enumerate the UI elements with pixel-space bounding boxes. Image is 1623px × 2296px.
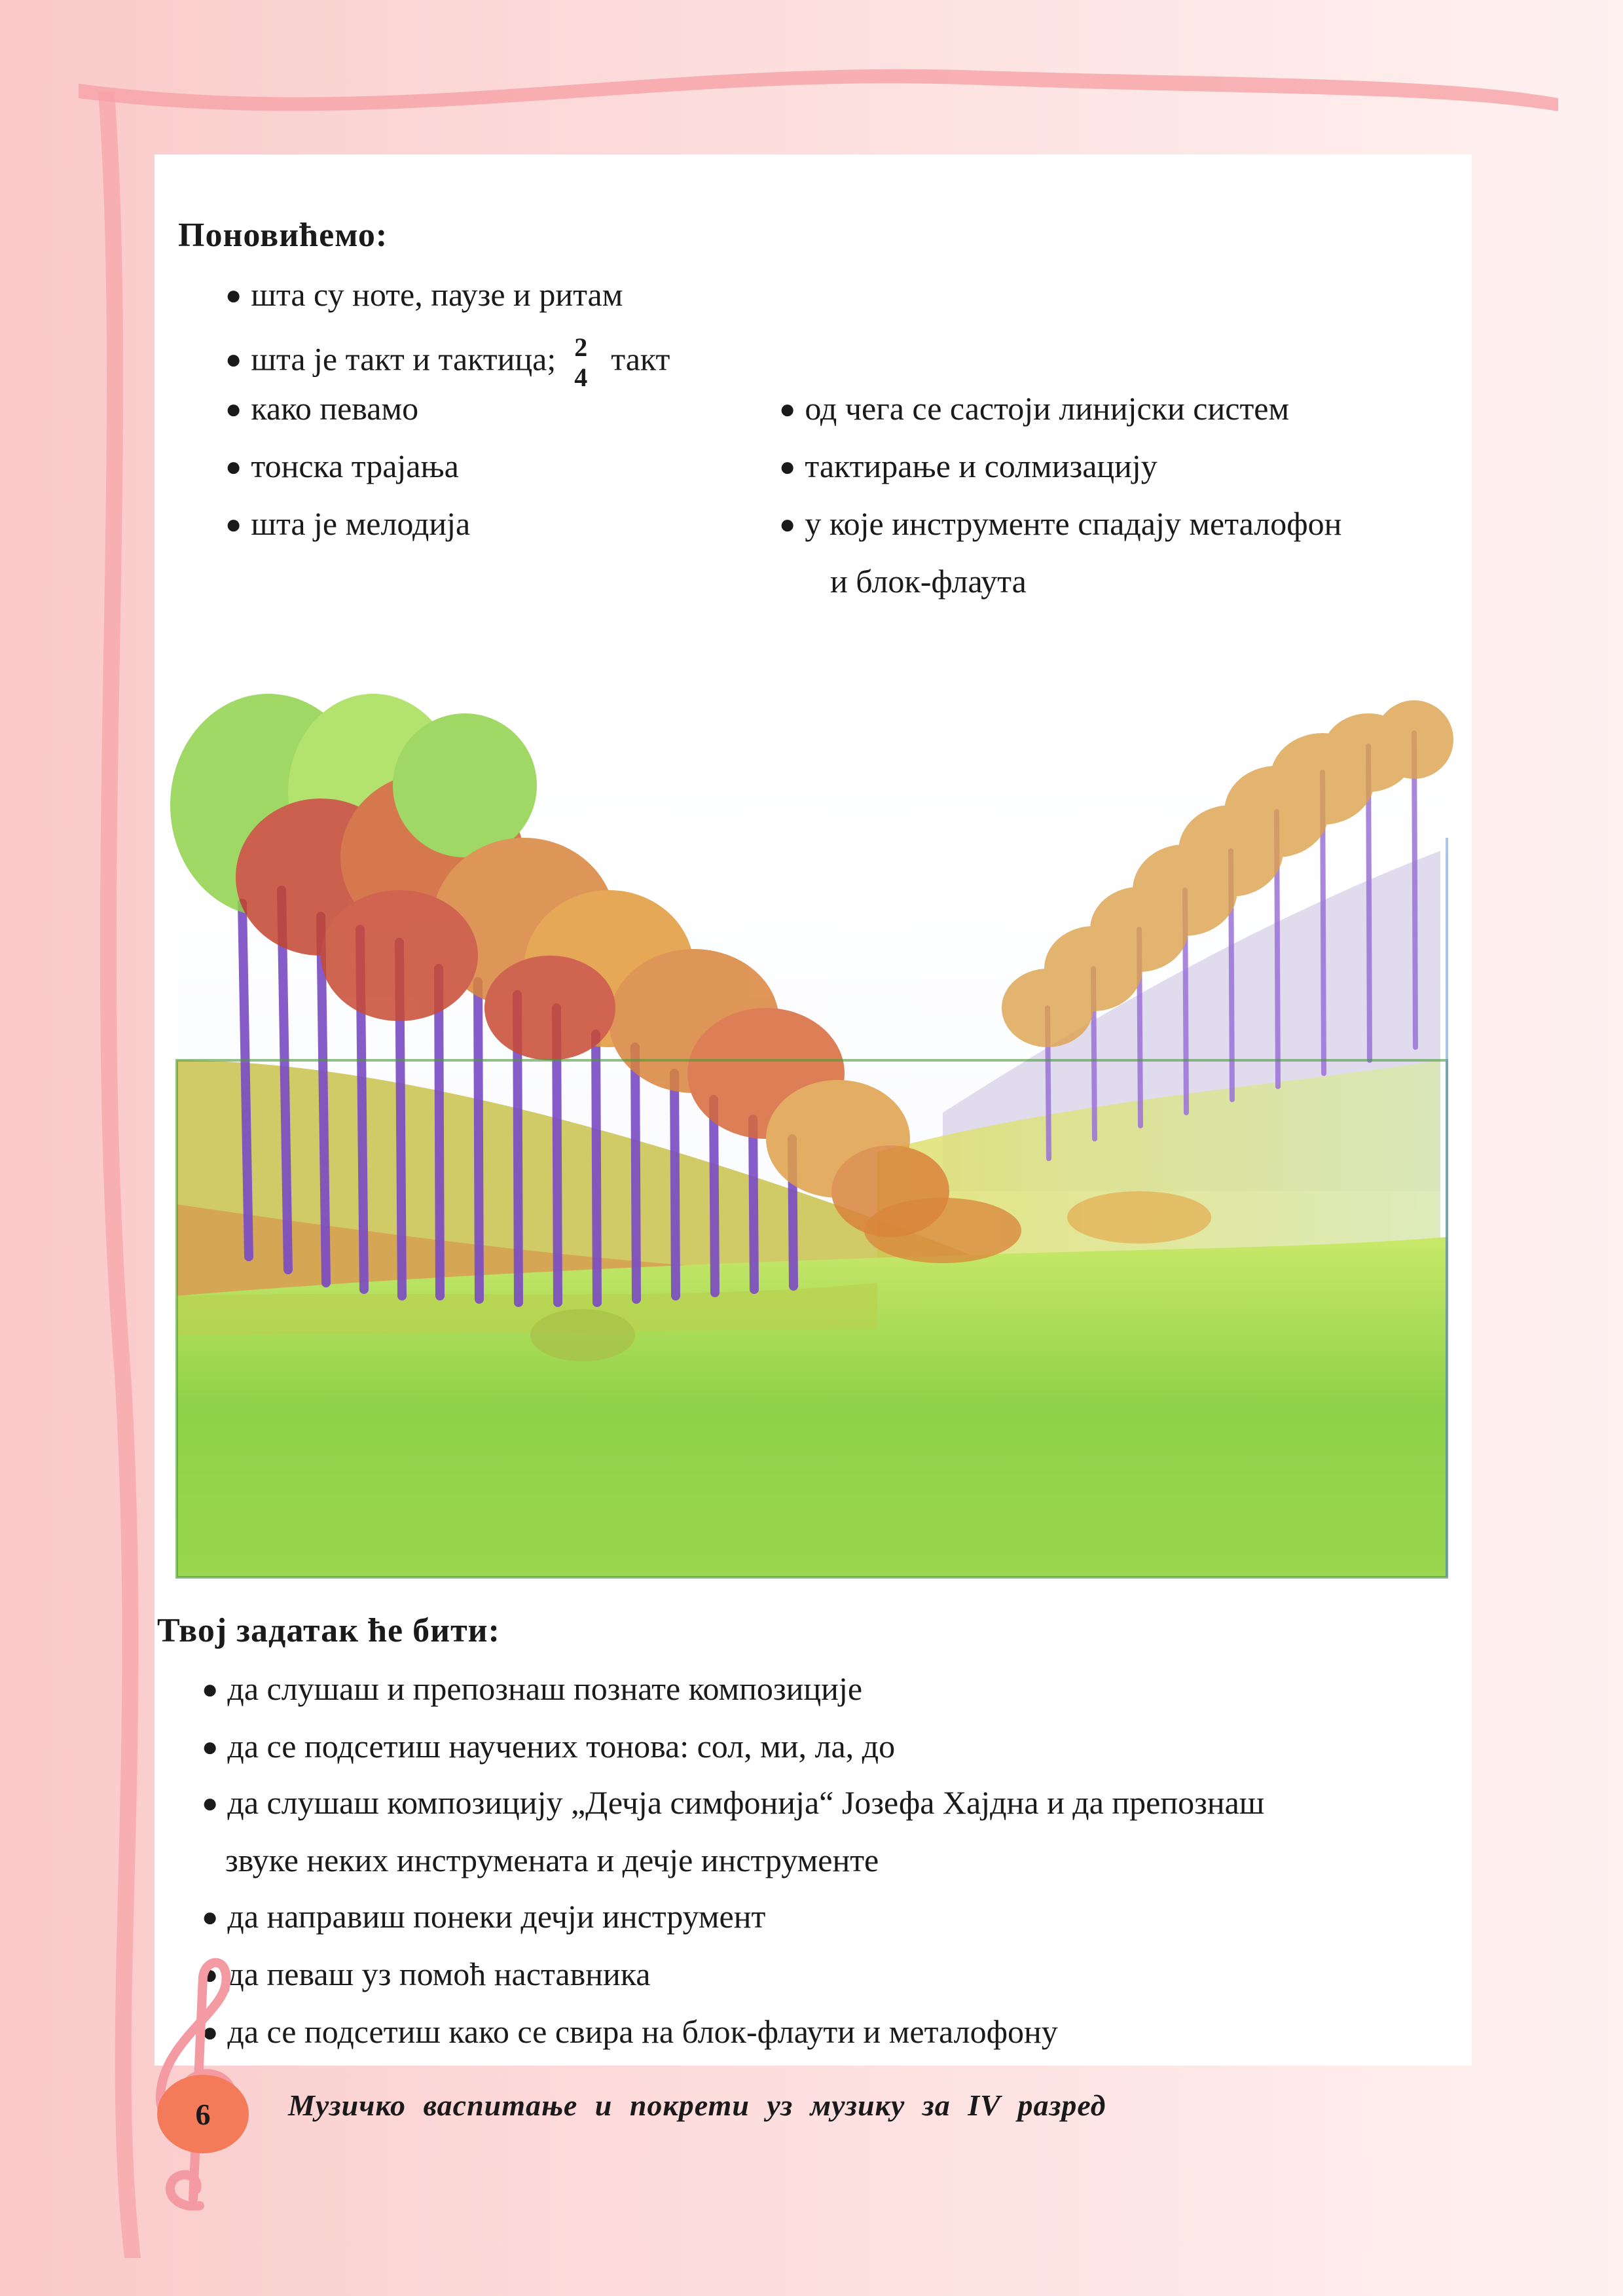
page-number: 6 xyxy=(195,2097,211,2131)
top-wave-ribbon xyxy=(79,69,1558,111)
review-heading: Поновићемо: xyxy=(178,217,388,254)
task-item-label: да певаш уз помоћ наставника xyxy=(227,1956,651,1992)
autumn-landscape-illustration xyxy=(157,641,1467,1597)
time-signature-top: 2 xyxy=(574,332,588,362)
review-item-singing xyxy=(225,389,418,429)
bullet-icon: ● xyxy=(202,1789,219,1819)
bullet-icon: ● xyxy=(202,1732,219,1763)
bullet-icon: ● xyxy=(779,395,796,425)
bullet-icon: ● xyxy=(225,345,242,376)
review-item-label: шта је мелодија xyxy=(251,505,471,542)
page-number-badge xyxy=(157,2075,249,2153)
review-item-label: шта је такт и тактица; xyxy=(251,340,556,378)
task-item-label: да се подсетиш како се свира на блок-флаути и металофону xyxy=(227,2013,1058,2050)
task-item-symphony xyxy=(202,1783,1264,1823)
task-item-label: да слушаш и препознаш познате композиције xyxy=(227,1670,863,1707)
task-item-label: да се подсетиш научених тонова: сол, ми, ла, до xyxy=(227,1728,896,1765)
task-item-listen xyxy=(202,1669,862,1710)
bullet-icon: ● xyxy=(225,281,242,311)
review-item-label: шта су ноте, паузе и ритам xyxy=(251,276,623,313)
review-item-label: од чега се састоји линијски систем xyxy=(805,390,1290,427)
task-item-tones xyxy=(202,1727,895,1767)
task-item-label: да направиш понеки дечји инструмент xyxy=(227,1898,766,1935)
task-heading: Твој задатак ће бити: xyxy=(157,1612,500,1649)
bullet-icon: ● xyxy=(779,452,796,482)
time-signature-label: такт xyxy=(611,340,670,378)
review-item-melody xyxy=(225,504,470,545)
review-item-label: у које инструменте спадају металофон xyxy=(805,505,1342,542)
bullet-icon: ● xyxy=(779,510,796,540)
bullet-icon: ● xyxy=(225,510,242,540)
task-item-play xyxy=(202,2012,1058,2053)
review-item-instruments xyxy=(779,504,1341,545)
review-item-label: како певамо xyxy=(251,390,419,427)
time-signature-bottom: 4 xyxy=(574,363,588,392)
bullet-icon: ● xyxy=(225,395,242,425)
book-title-footer: Музичко васпитање и покрети уз музику за IV разред xyxy=(288,2089,1106,2122)
bullet-icon: ● xyxy=(202,1675,219,1705)
left-wave-ribbon xyxy=(98,92,141,2258)
bullet-icon: ● xyxy=(225,452,242,482)
task-item-sing xyxy=(202,1954,650,1995)
review-item-solmization xyxy=(779,446,1158,487)
task-item-label: да слушаш композицију „Дечја симфонија“ Јозефа Хајдна и да препознаш xyxy=(227,1784,1265,1821)
time-signature xyxy=(574,332,587,393)
bullet-icon: ● xyxy=(202,1960,219,1990)
bullet-icon: ● xyxy=(202,1903,219,1933)
review-item-instruments-continued: и блок-флаута xyxy=(830,563,1027,600)
review-item-label: тонска трајања xyxy=(251,448,459,484)
review-item-staff xyxy=(779,389,1289,429)
review-item-notes xyxy=(225,275,623,315)
task-item-make-instrument xyxy=(202,1897,765,1937)
review-item-measure xyxy=(225,332,670,393)
review-item-label: тактирање и солмизацију xyxy=(805,448,1158,484)
task-item-symphony-continued: звуке неких инструмената и дечје инструменте xyxy=(225,1842,879,1878)
review-item-durations xyxy=(225,446,459,487)
bullet-icon: ● xyxy=(202,2018,219,2048)
